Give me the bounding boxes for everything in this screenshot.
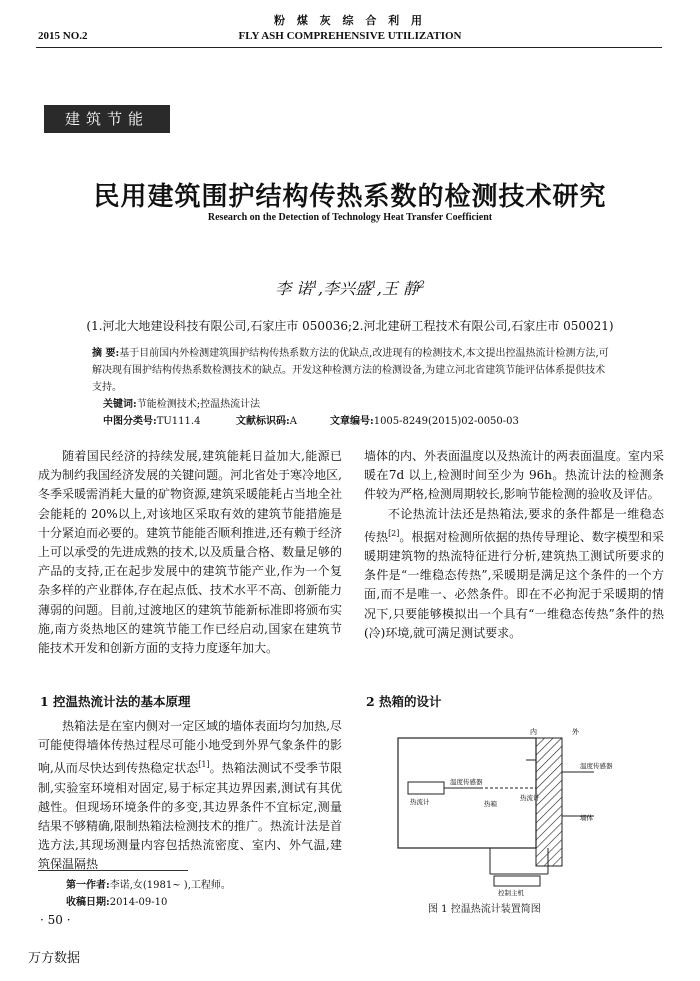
keywords-line (103, 396, 260, 413)
fig-label-inner: 内 (530, 728, 537, 736)
author-list (0, 276, 700, 299)
section1-text-b: 。热箱法测试不受季节限制,实验室环境相对固定,易于标定其边界因素,测试有其优越性。但现场环境条件的多变,其边界条件不宜标定,测量结果不够精确,限制热箱法检测技术的推广。热流计法是首选方法,其现场测量内容包括热流密度、室内、外气温,建筑保温隔热 (38, 761, 342, 872)
author-name: 王 静 (381, 279, 420, 298)
left-column-intro (38, 447, 342, 658)
paper-title-en: Research on the Detection of Technology Heat Transfer Coefficient (207, 212, 493, 223)
hotbox-shape (398, 738, 536, 848)
right-column-top (364, 447, 664, 643)
steady-text-a: 不论热流计法还是热箱法,要求的条件都是一维稳态传热 (364, 506, 664, 544)
abstract (92, 345, 614, 396)
keywords: 节能检测技术;控温热流计法 (136, 399, 261, 410)
article-number: 1005-8249(2015)02-0050-03 (373, 416, 519, 427)
fig-label-temp-sensor: 温度传感器 (450, 778, 483, 786)
page-number: · 50 · (40, 913, 71, 927)
keywords-label: 关键词: (103, 399, 137, 410)
footnote-received-label: 收稿日期: (66, 897, 110, 908)
header-rule (36, 47, 662, 48)
abstract-text: 基于目前国内外检测建筑围护结构传热系数方法的优缺点,改进现有的检测技术,本文提出控温热流计检测方法,可解决现有围护结构传热系数检测技术的缺点。开发这种检测方法的检测设备,为建立河北省建筑节能评估体系提供技术支持。 (92, 348, 609, 393)
figure-hotbox-diagram (380, 724, 650, 896)
fig-label-heatflow-meter: 热流计 (410, 798, 430, 806)
intro-paragraph: 随着国民经济的持续发展,建筑能耗日益加大,能源已成为制约我国经济发展的关键问题。河北省处于寒冷地区,冬季采暖需消耗大量的矿物资源,建筑采暖能耗占当地全社会能耗的 20%以上,对该地区采取有效的建筑节能措施是十分紧迫而必要的。建筑节能能否顺利推进,还有赖于经济上可以承受的先进成熟的技术,以及质量合格、数量足够的产品的支持,正在起步发展中的建筑节能产业,作为一个复杂多样的产业群体,存在起点低、技术水平不高、创新能力薄弱的问题。目前,过渡地区的建筑节能新标准即将颁布实施,南方炎热地区的建筑节能工作已经启动,国家在建筑节能技术开发和创新方面的支持力度逐年加大。 (38, 449, 342, 656)
clc-label: 中图分类号: (103, 416, 157, 427)
author-name: 李 诺 (275, 279, 313, 298)
author-separator: , (318, 279, 324, 298)
fig-label-hotbox: 热箱 (484, 800, 497, 808)
doc-code-label: 文献标识码: (236, 416, 290, 427)
journal-title-en: FLY ASH COMPREHENSIVE UTILIZATION (238, 30, 462, 42)
footnote-author-label: 第一作者: (66, 880, 110, 891)
fig-label-wall: 墙体 (580, 814, 593, 822)
fig-label-temp-sensor-right: 温度传感器 (580, 762, 613, 770)
affiliation-marker: 2 (419, 280, 425, 291)
paper-title-cn: 民用建筑围护结构传热系数的检测技术研究 (93, 182, 607, 212)
journal-title-cn: 粉 煤 灰 综 合 利 用 (274, 14, 426, 27)
watermark-text: 万方数据 (28, 951, 81, 966)
affiliation-marker: 1 (312, 280, 319, 291)
heatflow-meter-shape (408, 782, 444, 794)
section-tag: 建筑节能 (44, 105, 170, 133)
article-number-label: 文章编号: (330, 416, 374, 427)
author-name: 李兴盛 (323, 279, 372, 298)
controller-shape (494, 876, 540, 886)
steady-text-b: 。根据对检测所依据的热传导理论、数字模型和采暖期建筑物的热流特征进行分析,建筑热工测试所要求的条件是“一维稳态传热”,采暖期是满足这个条件的一个方面,而不是唯一、必然条件。即在不必拘泥于采暖期的情况下,只要能够模拟出一个具有“一维稳态传热”条件的热(冷)环境,就可满足测试要求。 (364, 529, 664, 640)
section1-text-a: 热箱法是在室内侧对一定区域的墙体表面均匀加热,尽可能使得墙体传热过程尽可能小地受到外界气象条件的影响,从而尽快达到传热稳定状态 (38, 719, 342, 776)
footnote-received (66, 893, 167, 908)
affiliation: (1.河北大地建设科技有限公司,石家庄市 050036;2.河北建研工程技术有限公司,石家庄市 050021) (86, 319, 614, 333)
wall-shape (536, 738, 562, 866)
citation-ref: [1] (198, 760, 210, 770)
affiliation-marker: 1 (371, 280, 377, 291)
footnote-rule (38, 870, 188, 871)
figure-caption: 图 1 控温热流计装置简图 (428, 904, 541, 915)
fig-label-outer: 外 (572, 728, 579, 736)
footnote-author-text: 李诺,女(1981~ ),工程师。 (109, 880, 231, 891)
left-column-section1 (38, 717, 342, 875)
footnote-author (66, 876, 231, 891)
section1-paragraph (38, 717, 342, 875)
citation-ref: [2] (388, 528, 400, 538)
footnote-received-date: 2014-09-10 (109, 897, 168, 908)
doc-code: A (289, 416, 297, 427)
issue-number: 2015 NO.2 (38, 30, 88, 42)
continued-paragraph: 墙体的内、外表面温度以及热流计的两表面温度。室内采暖在7d 以上,检测时间至少为 96h。热流计法的检测条件较为严格,检测周期较长,影响节能检测的验收及评估。 (364, 449, 665, 502)
article-number-line (330, 413, 519, 430)
author-separator: , (376, 279, 382, 298)
steady-state-paragraph (364, 505, 664, 643)
section-heading-2: 2 热箱的设计 (366, 694, 442, 709)
fig-label-controller: 控制主机 (498, 889, 524, 896)
clc-number: TU111.4 (156, 416, 201, 427)
doc-code-line (236, 413, 297, 430)
abstract-label: 摘 要: (92, 348, 120, 359)
fig-label-heatflow-meter-right: 热流计 (520, 794, 540, 802)
classification-line (103, 413, 200, 430)
section-heading-1: 1 控温热流计法的基本原理 (40, 694, 191, 709)
